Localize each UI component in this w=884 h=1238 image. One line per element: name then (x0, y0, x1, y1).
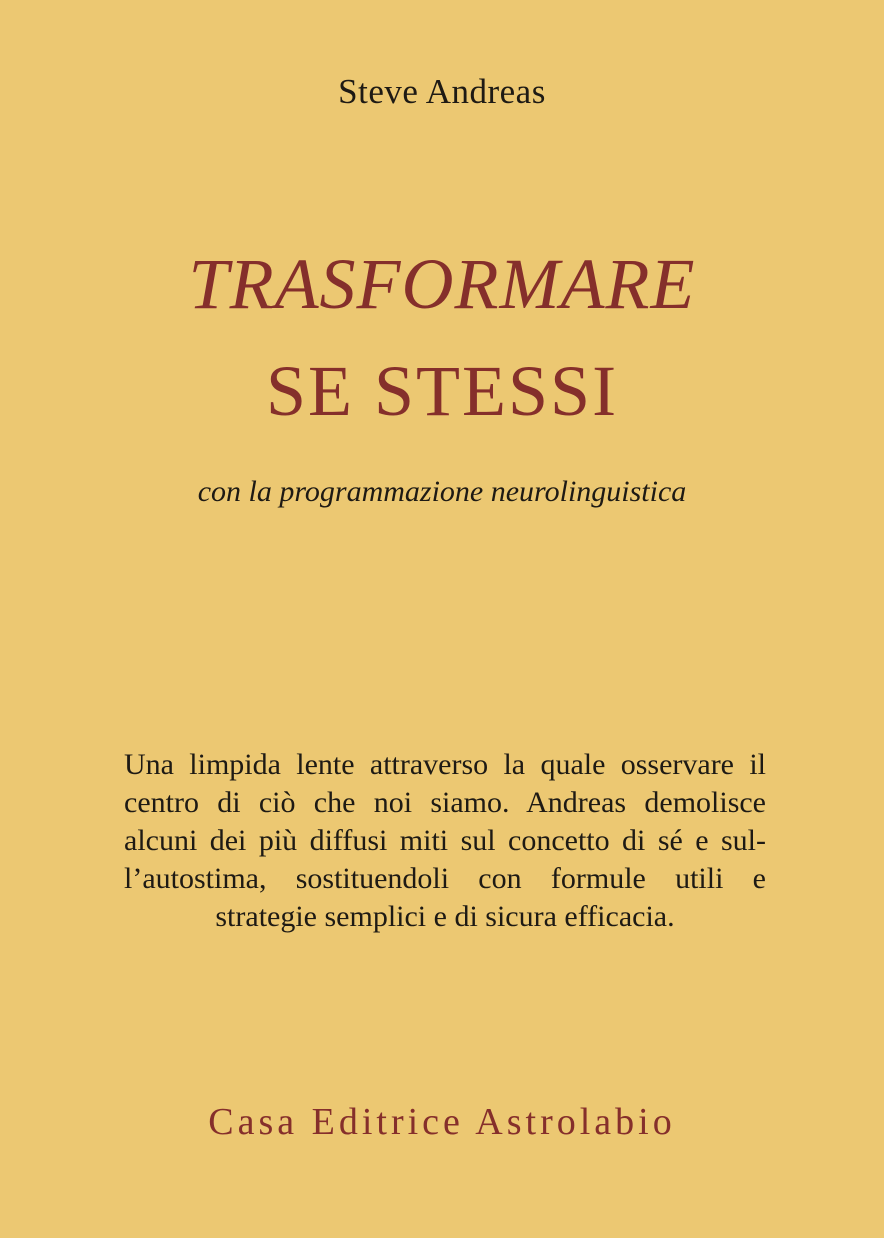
book-title-line-1: TRASFORMARE (188, 244, 696, 324)
publisher-name: Casa Editrice Astrolabio (208, 1101, 676, 1143)
blurb-line: centro di ciò che noi siamo. Andreas demolisce (124, 786, 766, 819)
blurb-line: strategie semplici e di sicura efficacia. (215, 900, 675, 933)
blurb-line: l’autostima, sostituendoli con formule utili e (124, 862, 766, 895)
cover-blurb (124, 746, 766, 936)
author-name: Steve Andreas (338, 72, 546, 111)
book-title-line-2: SE STESSI (265, 351, 619, 431)
blurb-line: alcuni dei più diffusi miti sul concetto di sé e sul- (124, 824, 766, 857)
blurb-line: Una limpida lente attraverso la quale osservare il (124, 748, 766, 781)
book-subtitle: con la programmazione neurolinguistica (197, 475, 687, 508)
